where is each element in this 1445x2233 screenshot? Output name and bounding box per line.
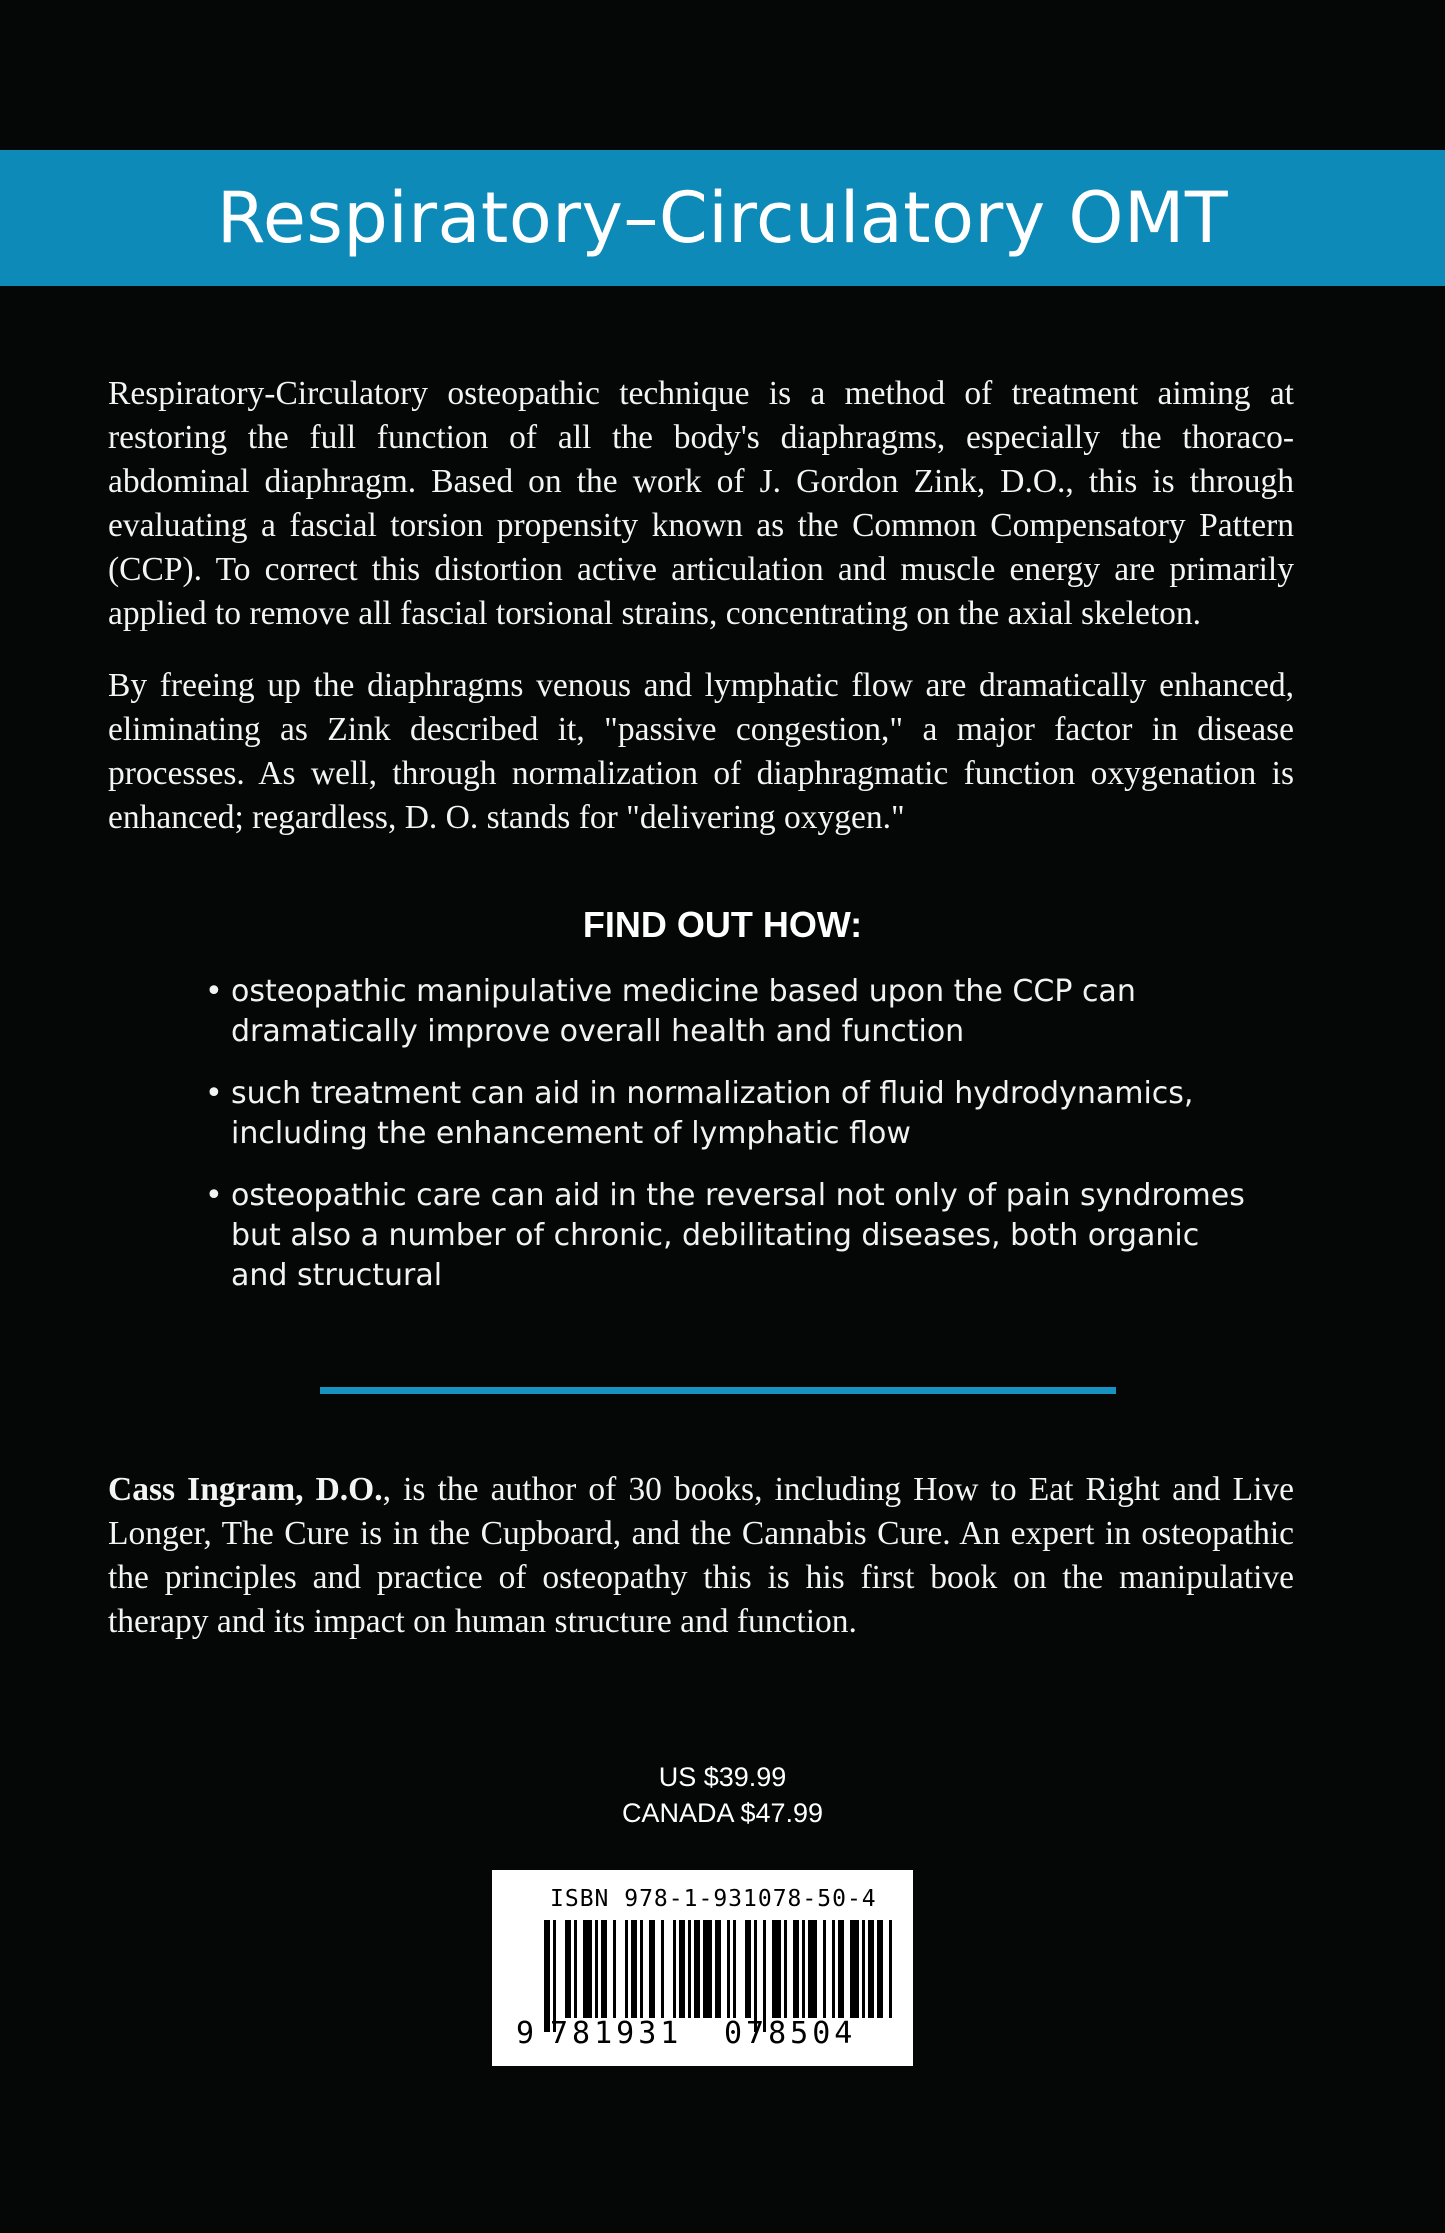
barcode-bar [574,1920,577,2018]
barcode-bar [649,1920,655,2018]
section-divider [320,1387,1116,1394]
list-item-text: osteopathic care can aid in the reversal not only of pain syndromes but also a number of chronic, debilitating diseases, both organic and structural [231,1178,1245,1293]
barcode-digits-left: 781931 [550,2016,683,2051]
author-name: Cass Ingram, D.O. [108,1471,383,1508]
barcode-bar [808,1920,817,2018]
barcode-bar [715,1920,721,2018]
barcode-bar [868,1920,874,2018]
price-canada: CANADA $47.99 [621,1798,824,1828]
book-title: Respiratory–Circulatory OMT [216,177,1229,259]
title-banner [0,150,1445,286]
description-paragraph: By freeing up the diaphragms venous and lymphatic flow are dramatically enhanced, eliminating as Zink described it, "passive congestion," a major factor in disease processes. As well, through normalization of diaphragmatic function oxygenation is enhanced; regardless, D. O. stands for "delivering oxygen." [108,667,1294,836]
barcode-bar [694,1920,700,2018]
barcode-bar [688,1920,691,2018]
barcode-bar [613,1920,616,2018]
barcode-bar [625,1920,628,2018]
barcode-digit-first: 9 [516,2016,535,2051]
isbn-label: ISBN 978-1-931078-50-4 [550,1886,877,1912]
find-out-heading: FIND OUT HOW: [582,904,863,945]
barcode-bar [889,1920,892,2018]
barcode-bar [862,1920,865,2018]
barcode-bar [631,1920,637,2018]
description-paragraph: Respiratory-Circulatory osteopathic technique is a method of treatment aiming at restoring the full function of all the body's diaphragms, especially the thoraco-abdominal diaphragm. Based on the work of J. Gordon Zink, D.O., this is through evaluating a fascial torsion propensity known as the Common Compensatory Pattern (CCP). To correct this distortion active articulation and muscle energy are primarily applied to remove all fascial torsional strains, concentrating on the axial skeleton. [108,375,1294,632]
bullet-icon: • [205,1076,223,1111]
price-us: US $39.99 [658,1762,787,1792]
bullet-icon: • [205,1178,223,1213]
barcode-bar [772,1920,781,2018]
barcode-bar [640,1920,643,2018]
barcode-bar [565,1920,571,2018]
barcode-bar [745,1920,751,2018]
barcode-bar [703,1920,712,2018]
author-bio-text: , is the author of 30 books, including How to Eat Right and Live Longer, The Cure is in the Cupboard, and the Cannabis Cure. An expert in osteopathic the principles and practice of osteopathy this is his first book on the manipulative therapy and its impact on human structure and function. [108,1471,1294,1640]
barcode-bar [823,1920,826,2018]
barcode-bar [727,1920,730,2018]
barcode-bar [802,1920,805,2018]
barcode-bar [784,1920,787,2018]
bullet-icon: • [205,974,223,1009]
barcode-bar [661,1920,664,2018]
barcode-bar [877,1920,883,2018]
barcode-bar [595,1920,598,2018]
list-item-text: such treatment can aid in normalization of fluid hydrodynamics, including the enhancement of lymphatic flow [231,1076,1194,1151]
barcode-bar [601,1920,607,2018]
barcode-bar [583,1920,592,2018]
list-item [205,1074,1255,1154]
author-bio [108,1468,1294,1644]
list-item [205,972,1255,1052]
barcode-bar [850,1920,859,2018]
barcode-bar [838,1920,844,2018]
barcode-bar [733,1920,736,2018]
list-item-text: osteopathic manipulative medicine based upon the CCP can dramatically improve overall health and function [231,974,1136,1049]
barcode-bar [793,1920,799,2018]
description [108,372,1294,868]
barcode-bar [679,1920,685,2018]
find-out-list [205,972,1255,1318]
isbn-barcode [492,1870,913,2066]
list-item [205,1176,1255,1296]
barcode-bar [832,1920,835,2018]
barcode-bar [673,1920,676,2018]
barcode-digits-right: 078504 [724,2016,857,2051]
